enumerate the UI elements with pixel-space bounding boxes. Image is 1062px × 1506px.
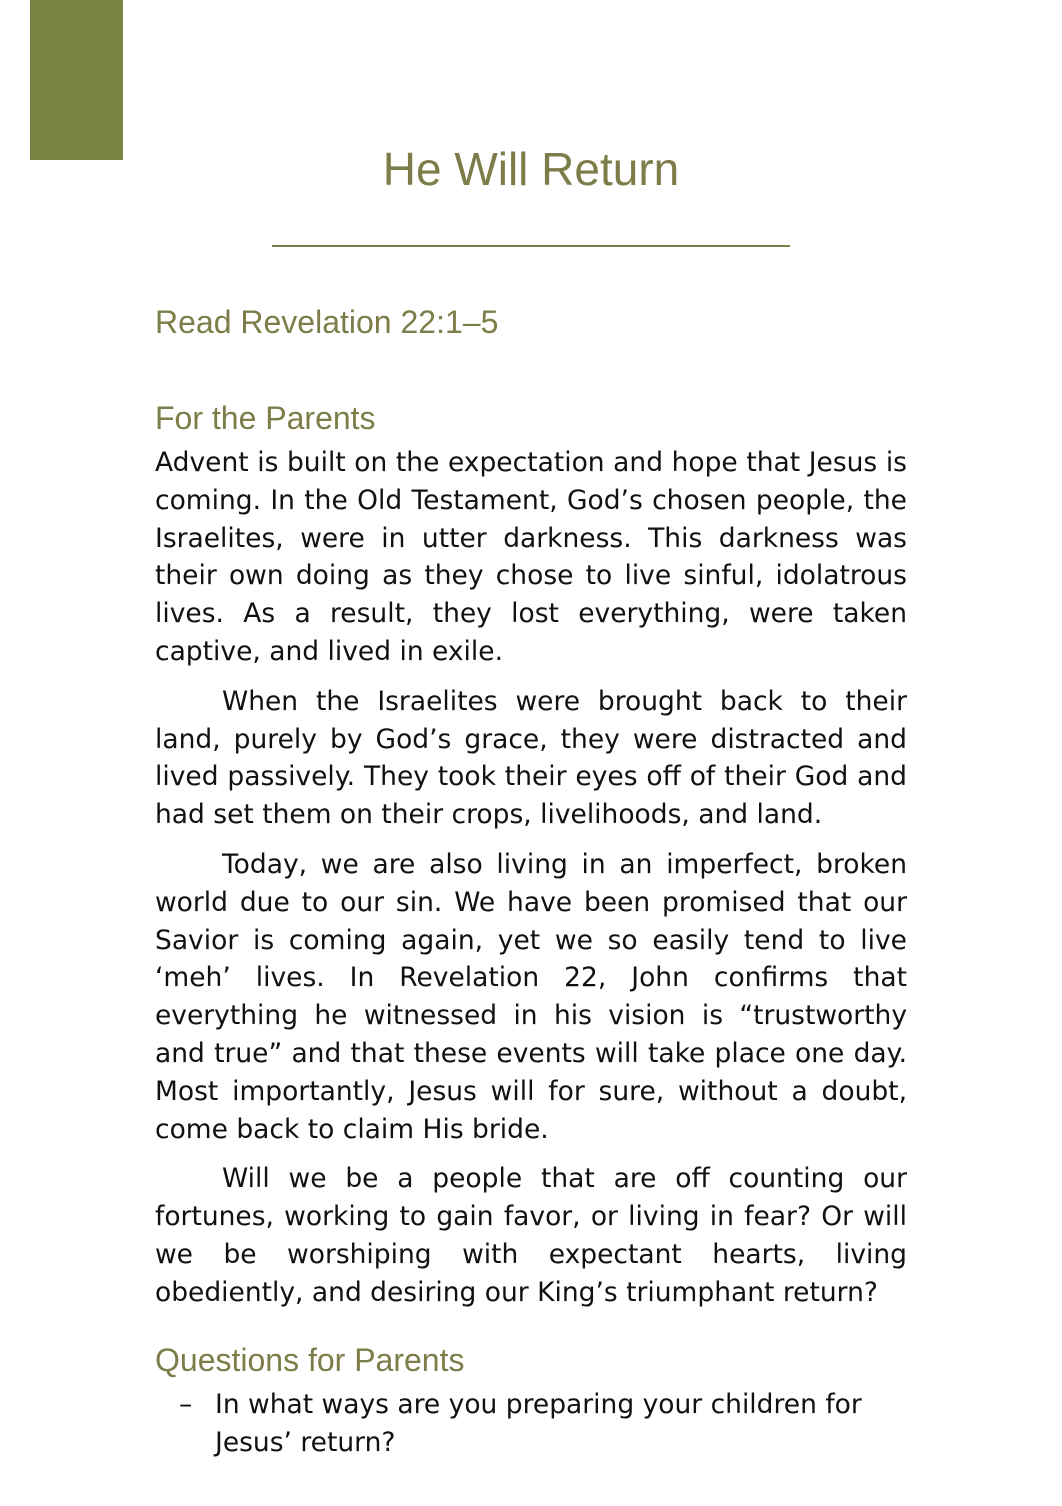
page-title: He Will Return (382, 143, 680, 195)
question-text: In what ways are you preparing your children for Jesus’ return? (215, 1388, 862, 1458)
paragraph-1: Advent is built on the expectation and hope that Jesus is coming. In the Old Testament, God’s chosen people, the Israelites, were in utter darkness. This darkness was their own doing as they chose to live sinful, idolatrous lives. As a result, they lost everything, were taken captive, and lived in exile. (155, 447, 907, 667)
question-list (155, 1386, 907, 1462)
paragraph-2: When the Israelites were brought back to their land, purely by God’s grace, they were distracted and lived passively. They took their eyes off of their God and had set them on their crops, livelihoods, and land. (155, 685, 907, 831)
list-item (155, 1386, 907, 1462)
questions-heading: Questions for Parents (155, 1341, 465, 1378)
scripture-reading: Read Revelation 22:1–5 (155, 304, 499, 340)
title-divider (272, 245, 790, 247)
for-parents-heading: For the Parents (155, 400, 376, 436)
corner-tab-decoration (30, 0, 123, 160)
dash-bullet: – (179, 1388, 193, 1420)
paragraph-3: Today, we are also living in an imperfect, broken world due to our sin. We have been promised that our Savior is coming again, yet we so easily tend to live ‘meh’ lives. In Revelation 22, John confirms that everything he witnessed in his vision is “trustworthy and true” and that these events will take place one day. Most importantly, Jesus will for sure, without a doubt, come back to claim His bride. (155, 848, 907, 1145)
main-content (155, 300, 907, 1462)
paragraph-4: Will we be a people that are off counting our fortunes, working to gain favor, or living in fear? Or will we be worshiping with expectant hearts, living obediently, and desiring our King’s triumphant return? (155, 1163, 907, 1308)
